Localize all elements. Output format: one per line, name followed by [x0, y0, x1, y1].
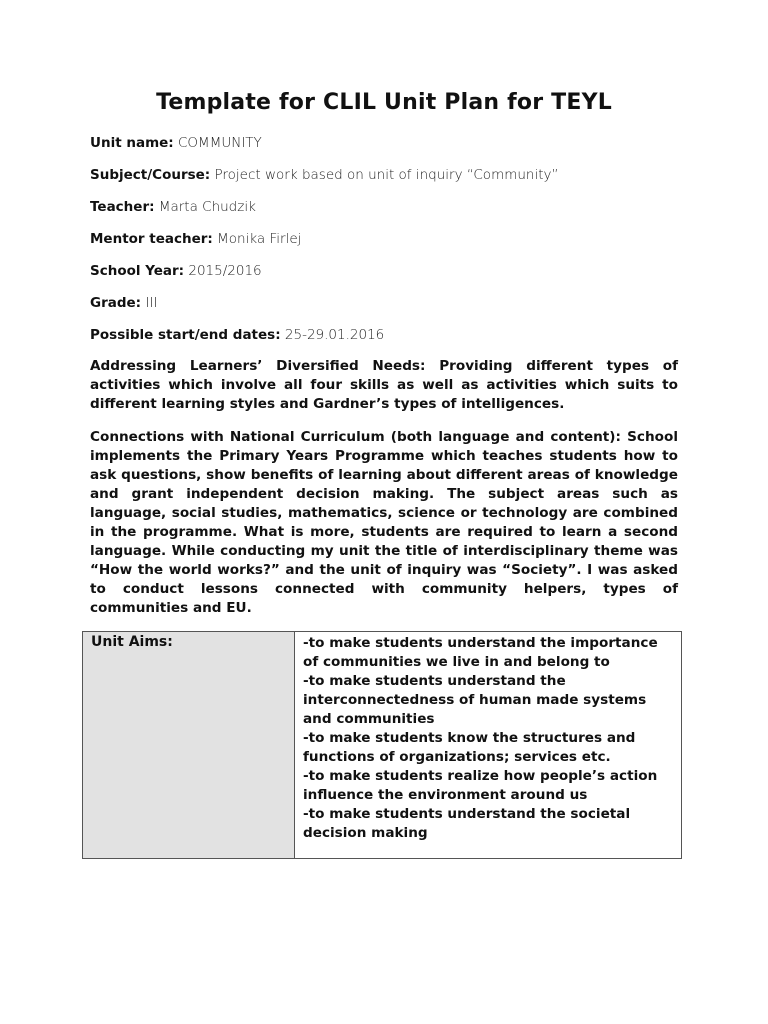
learner-needs-text: Providing different types of activities which involve all four skills as well as activities which suits to different learning styles and Gardner’s types of intelligences.	[90, 358, 678, 412]
curriculum-text: School implements the Primary Years Programme which teaches students how to ask questions, show benefits of learning about different areas of knowledge and grant independent decision making. The subject areas such as language, social studies, mathematics, science or technology are combined in the programme. What is more, students are required to learn a second language. While conducting my unit the title of interdisciplinary theme was “How the world works?” and the unit of inquiry was “Society”. I was asked to conduct lessons connected with community helpers, types of communities and EU.	[90, 429, 679, 616]
subject-field	[90, 167, 559, 183]
aim-item: -to make students understand the interconnectedness of human made systems and communities	[303, 673, 647, 727]
subject-value: Project work based on unit of inquiry “Community”	[214, 167, 559, 183]
unit-name-value: COMMUNITY	[178, 135, 262, 151]
unit-aims-table	[82, 631, 682, 859]
school-year-field	[90, 263, 262, 279]
learner-needs-label: Addressing Learners’ Diversified Needs:	[90, 358, 426, 374]
unit-aims-list	[295, 632, 682, 859]
aim-item: -to make students know the structures and functions of organizations; services etc.	[303, 730, 636, 765]
document-title: Template for CLIL Unit Plan for TEYL	[156, 90, 612, 115]
teacher-value: Marta Chudzik	[158, 199, 256, 215]
mentor-label: Mentor teacher:	[90, 231, 213, 247]
aim-item: -to make students understand the societal decision making	[303, 806, 631, 841]
dates-field	[90, 327, 384, 343]
school-year-value: 2015/2016	[188, 263, 262, 279]
dates-label: Possible start/end dates:	[90, 327, 281, 343]
teacher-field	[90, 199, 256, 215]
grade-field	[90, 295, 157, 311]
grade-label: Grade:	[90, 295, 142, 311]
unit-aims-row	[83, 632, 682, 859]
mentor-field	[90, 231, 301, 247]
grade-value: III	[145, 295, 158, 311]
mentor-value: Monika Firlej	[217, 231, 302, 247]
subject-label: Subject/Course:	[90, 167, 211, 183]
dates-value: 25-29.01.2016	[284, 327, 385, 343]
aim-item: -to make students understand the importance of communities we live in and belong to	[303, 635, 658, 670]
learner-needs-paragraph	[90, 357, 678, 414]
unit-aims-header: Unit Aims:	[83, 632, 295, 859]
aim-item: -to make students realize how people’s action influence the environment around us	[303, 768, 658, 803]
curriculum-label: Connections with National Curriculum (both language and content):	[90, 429, 621, 445]
curriculum-paragraph	[90, 428, 678, 618]
unit-name-label: Unit name:	[90, 135, 174, 151]
teacher-label: Teacher:	[90, 199, 155, 215]
school-year-label: School Year:	[90, 263, 185, 279]
unit-name-field	[90, 135, 262, 151]
